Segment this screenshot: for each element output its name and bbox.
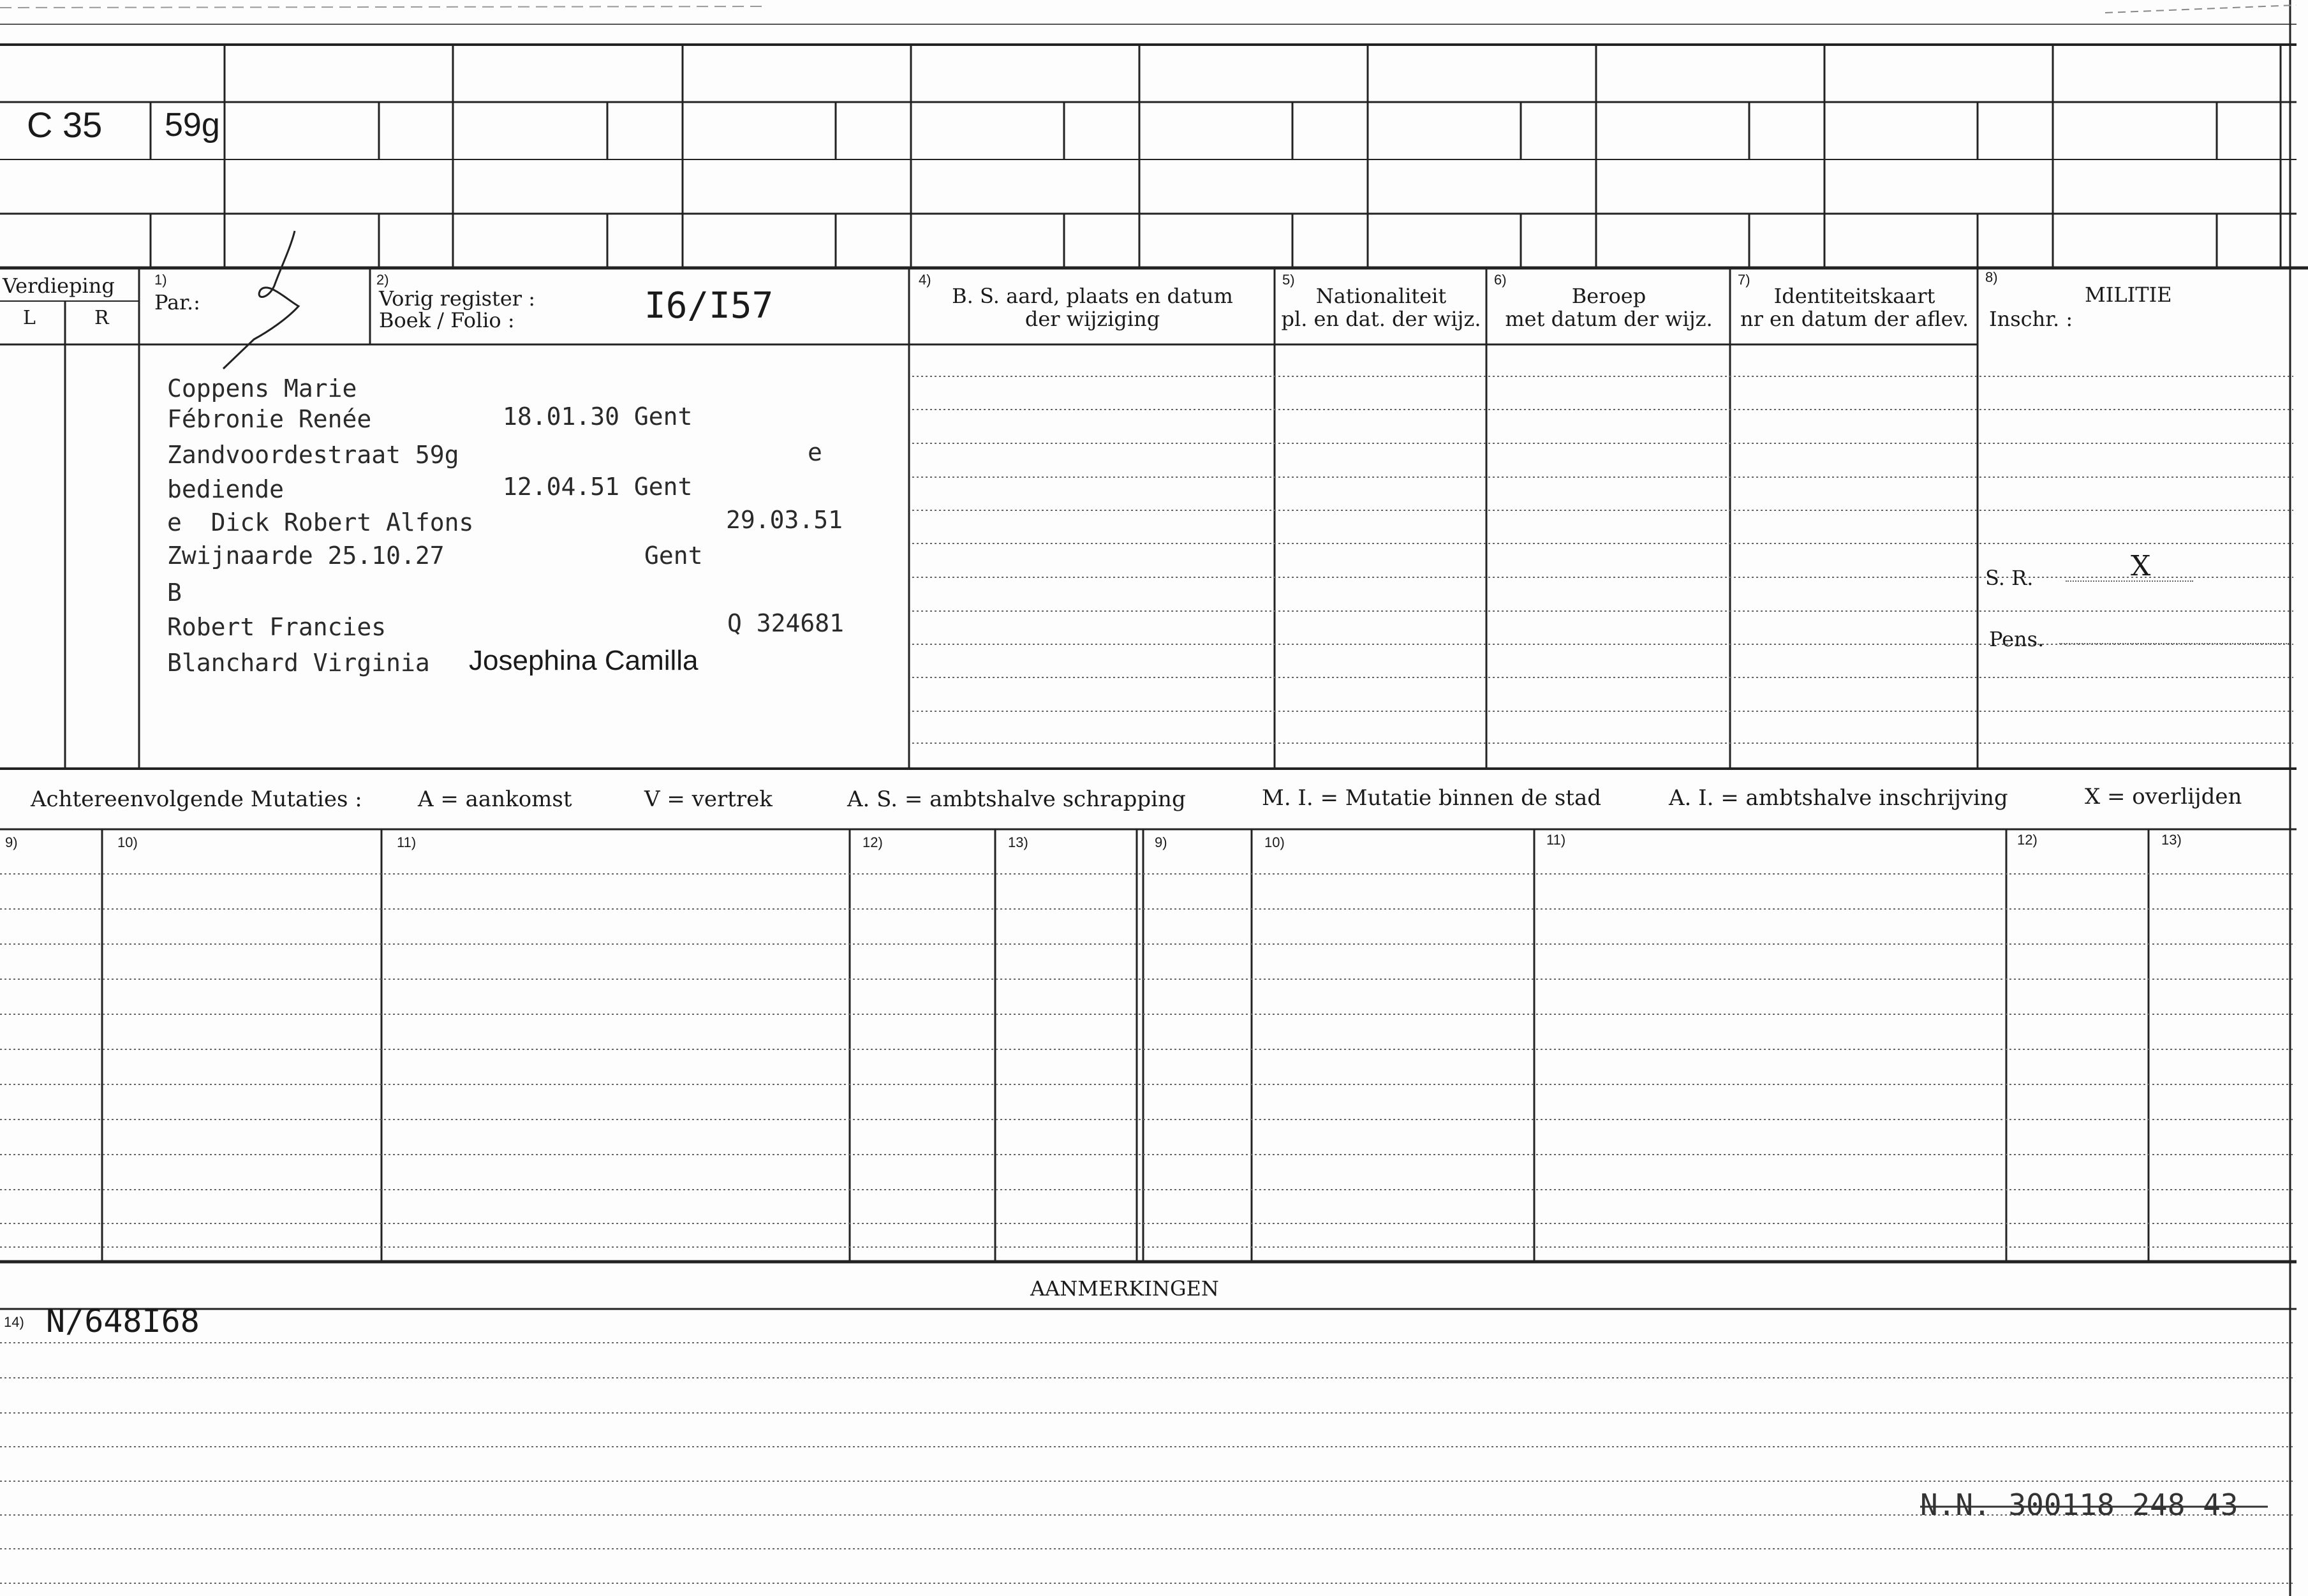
par-handwritten-stroke xyxy=(223,231,299,369)
col2-register-label: Vorig register : xyxy=(379,286,536,311)
col4-line2: der wijziging xyxy=(1025,307,1160,331)
legend-city-mutation: M. I. = Mutatie binnen de stad xyxy=(1262,785,1601,811)
col2-book-label: Boek / Folio : xyxy=(379,308,515,332)
militia-pens-label: Pens. xyxy=(1989,627,2045,651)
legend-departure: V = vertrek xyxy=(644,787,773,812)
mut-left-col12: 12) xyxy=(862,834,883,850)
mut-right-col10: 10) xyxy=(1264,834,1285,850)
person-profession-date: 12.04.51 Gent xyxy=(503,473,693,501)
person-profession: bediende xyxy=(167,475,285,503)
legend-official-registration: A. I. = ambtshalve inschrijving xyxy=(1669,785,2008,811)
mut-right-col13: 13) xyxy=(2161,832,2182,848)
col4-line1: B. S. aard, plaats en datum xyxy=(952,284,1233,308)
legend-death: X = overlijden xyxy=(2085,784,2242,809)
person-marriage-date: 29.03.51 xyxy=(726,506,843,534)
person-father: Robert Francies xyxy=(167,613,387,641)
person-spouse: e Dick Robert Alfons xyxy=(167,508,474,536)
previous-register-value: I6/I57 xyxy=(644,285,774,327)
militia-sr-value: X xyxy=(2131,550,2151,582)
militia-title: MILITIE xyxy=(2085,283,2172,307)
legend-official-removal: A. S. = ambtshalve schrapping xyxy=(847,787,1186,812)
col1-label: Par.: xyxy=(154,290,200,314)
legend-title: Achtereenvolgende Mutaties : xyxy=(31,787,362,812)
militia-pens-line xyxy=(2059,643,2289,644)
house-number: 59g xyxy=(165,107,220,144)
person-given-names: Fébronie Renée xyxy=(167,405,372,433)
person-mark-b: B xyxy=(167,579,182,607)
col7-line2: nr en datum der aflev. xyxy=(1740,307,1969,331)
floor-right-label: R xyxy=(94,307,109,329)
mut-left-col13: 13) xyxy=(1008,834,1028,850)
person-address-mark: e xyxy=(808,438,822,466)
person-mother: Blanchard Virginia xyxy=(167,649,430,677)
person-id-number: Q 324681 xyxy=(727,609,845,637)
mut-left-col10: 10) xyxy=(117,834,138,850)
col6-number: 6) xyxy=(1494,272,1507,288)
mut-left-col9: 9) xyxy=(5,834,18,850)
remarks-title: AANMERKINGEN xyxy=(1030,1276,1219,1301)
col5-line1: Nationaliteit xyxy=(1315,284,1447,308)
mut-right-col9: 9) xyxy=(1155,834,1167,850)
col2-number: 2) xyxy=(376,272,389,288)
legend-arrival: A = aankomst xyxy=(418,787,572,812)
remarks-value: N/648I68 xyxy=(46,1303,200,1340)
mut-right-col11: 11) xyxy=(1546,832,1566,848)
col5-line2: pl. en dat. der wijz. xyxy=(1281,307,1481,331)
person-birth: 18.01.30 Gent xyxy=(503,403,693,431)
militia-sr-label: S. R. xyxy=(1985,566,2034,590)
floor-left-label: L xyxy=(23,307,36,329)
mut-left-col11: 11) xyxy=(397,834,417,850)
person-surname: Coppens Marie xyxy=(167,374,357,403)
col5-number: 5) xyxy=(1282,272,1295,288)
col7-line1: Identiteitskaart xyxy=(1773,284,1935,308)
person-spouse-city: Gent xyxy=(644,542,703,570)
col6-line2: met datum der wijz. xyxy=(1505,307,1713,331)
col1-number: 1) xyxy=(154,272,167,288)
militia-inschr-label: Inschr. : xyxy=(1989,307,2073,331)
militia-sr-line xyxy=(2066,580,2193,582)
person-address: Zandvoordestraat 59g xyxy=(167,441,459,469)
col7-number: 7) xyxy=(1738,272,1750,288)
block-code: C 35 xyxy=(27,105,103,145)
col4-number: 4) xyxy=(919,272,931,288)
person-mother-handwritten: Josephina Camilla xyxy=(469,645,699,676)
mut-right-col12: 12) xyxy=(2017,832,2038,848)
floor-title: Verdieping xyxy=(3,274,115,298)
remarks-number: 14) xyxy=(4,1314,24,1330)
national-number: N.N. 300118 248 43 xyxy=(1920,1488,2238,1522)
col8-number: 8) xyxy=(1985,269,1998,285)
person-spouse-birth: Zwijnaarde 25.10.27 xyxy=(167,542,445,570)
col6-line1: Beroep xyxy=(1571,284,1646,308)
